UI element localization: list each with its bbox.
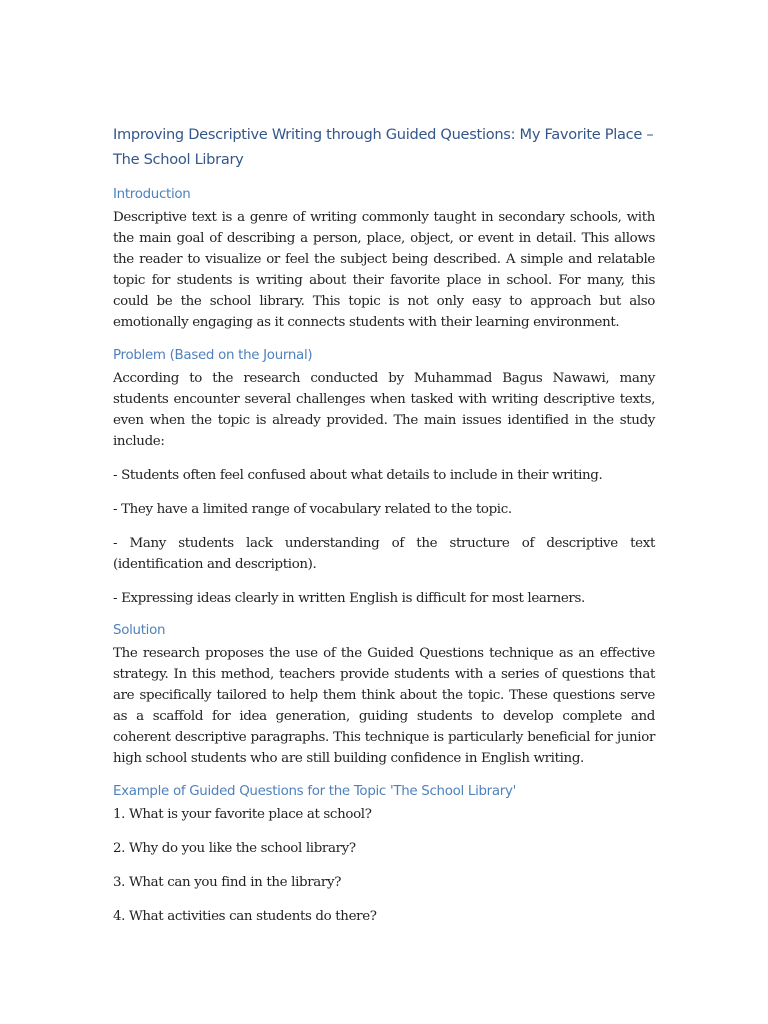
solution-heading: Solution <box>113 623 166 638</box>
introduction-paragraph: Descriptive text is a genre of writing commonly taught in secondary schools, with the main goal of describing a person, place, object, or event in detail. This allows the reader to visualize or feel the subject being described. A simple and relatable topic for students is writing about their favorite place in school. For many, this could be the school library. This topic is not only easy to approach but also emotionally engaging as it connects students with their learning environment. <box>113 210 655 330</box>
list-item: - Expressing ideas clearly in written English is difficult for most learners. <box>113 591 585 606</box>
list-item: - Students often feel confused about what details to include in their writing. <box>113 468 603 483</box>
list-item: 2. Why do you like the school library? <box>113 841 356 856</box>
example-heading: Example of Guided Questions for the Topic 'The School Library' <box>113 784 517 799</box>
introduction-heading: Introduction <box>113 187 191 202</box>
guided-questions-list <box>113 804 655 927</box>
list-item: - They have a limited range of vocabulary related to the topic. <box>113 502 512 517</box>
list-item: 3. What can you find in the library? <box>113 875 342 890</box>
list-item: 4. What activities can students do there? <box>113 909 377 924</box>
solution-paragraph: The research proposes the use of the Guided Questions technique as an effective strategy. In this method, teachers provide students with a series of questions that are specifically tailored to help them think about the topic. These questions serve as a scaffold for idea generation, guiding students to develop complete and coherent descriptive paragraphs. This technique is particularly beneficial for junior high school students who are still building confidence in English writing. <box>113 646 655 766</box>
example-section <box>113 782 655 927</box>
document-body <box>113 122 655 940</box>
problem-section <box>113 346 655 609</box>
solution-section <box>113 621 655 769</box>
problem-paragraph: According to the research conducted by Muhammad Bagus Nawawi, many students encounter several challenges when tasked with writing descriptive texts, even when the topic is already provided. The main issues identified in the study include: <box>113 371 655 449</box>
list-item: 1. What is your favorite place at school? <box>113 807 372 822</box>
problem-heading: Problem (Based on the Journal) <box>113 348 313 363</box>
introduction-section <box>113 185 655 333</box>
document-title: Improving Descriptive Writing through Guided Questions: My Favorite Place – The School Library <box>113 126 654 168</box>
list-item: - Many students lack understanding of the structure of descriptive text (identification and description). <box>113 536 655 572</box>
problem-list <box>113 465 655 609</box>
